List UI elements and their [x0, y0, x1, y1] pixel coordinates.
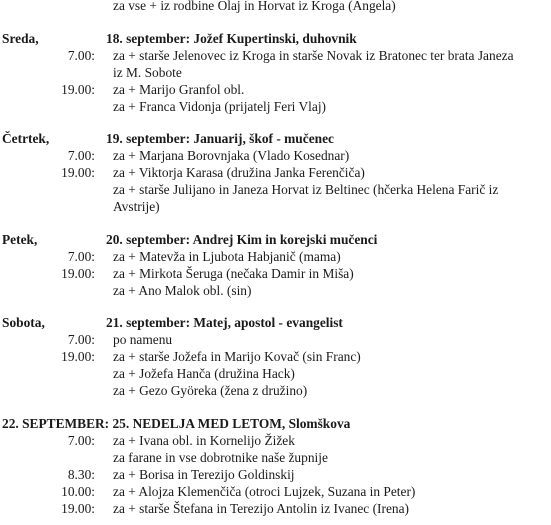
mass-intention-row	[0, 164, 551, 181]
mass-time: 19.00:	[61, 500, 95, 516]
mass-intention-row	[0, 282, 551, 299]
mass-intention: za vse + iz rodbine Olaj in Horvat iz Kroga (Angela)	[113, 0, 396, 13]
mass-time: 7.00:	[67, 332, 95, 347]
mass-intention-row	[0, 483, 551, 500]
mass-intention: za + starše Jelenovec iz Kroga in starše Novak iz Bratonec ter brata Janeza	[113, 47, 514, 63]
day-name: Petek,	[2, 231, 38, 247]
feast-heading: 20. september: Andrej Kim in korejski mučenci	[106, 231, 378, 247]
mass-intention: za + starše Julijano in Janeza Horvat iz Beltinec (hčerka Helena Farič iz	[113, 182, 499, 197]
day-name: Četrtek,	[2, 131, 50, 146]
mass-intention-row	[0, 47, 551, 64]
mass-intention: za + Jožefa Hanča (družina Hack)	[113, 366, 295, 381]
mass-intention: za + Viktorja Karasa (družina Janka Ferenčiča)	[113, 165, 365, 180]
day-heading-row	[0, 314, 551, 331]
mass-intention-row	[0, 198, 551, 215]
mass-intention-row	[0, 365, 551, 382]
day-name: Sreda,	[2, 30, 39, 46]
feast-heading: 18. september: Jožef Kupertinski, duhovnik	[106, 30, 357, 46]
mass-intention-row	[0, 98, 551, 115]
mass-intention: za + Gezo Györeka (žena z družino)	[113, 383, 308, 398]
day-name: Sobota,	[2, 315, 45, 330]
mass-intention: za + Matevža in Ljubota Habjanič (mama)	[113, 248, 341, 264]
mass-intention-row	[0, 331, 551, 348]
mass-intention: za + Marjana Borovnjaka (Vlado Kosednar)	[113, 148, 350, 163]
mass-intention-row	[0, 64, 551, 81]
mass-intention-row	[0, 449, 551, 466]
feast-heading: 19. september: Januarij, škof - mučenec	[106, 131, 334, 146]
mass-intention-row	[0, 432, 551, 449]
mass-time: 19.00:	[61, 165, 95, 180]
mass-intention-row	[0, 382, 551, 399]
mass-intention-row	[0, 348, 551, 365]
mass-intention: za + Mirkota Šeruga (nečaka Damir in Miša)	[113, 265, 354, 281]
mass-intention: po namenu	[113, 332, 173, 347]
mass-intention-row	[0, 248, 551, 265]
mass-intention-row	[0, 147, 551, 164]
mass-intention: za + Alojza Klemenčiča (otroci Lujzek, Suzana in Peter)	[113, 483, 416, 499]
mass-intention: za + Marijo Granfol obl.	[113, 81, 245, 97]
mass-time: 10.00:	[61, 483, 95, 499]
mass-intention: Avstrije)	[113, 199, 160, 214]
sunday-heading-row	[0, 415, 551, 432]
mass-intention-row	[0, 181, 551, 198]
sunday-heading: 22. SEPTEMBER: 25. NEDELJA MED LETOM, Slomškova	[2, 415, 351, 431]
mass-time: 19.00:	[61, 265, 95, 281]
mass-time: 7.00:	[67, 47, 95, 63]
mass-time: 8.30:	[67, 466, 95, 482]
day-heading-row	[0, 130, 551, 147]
mass-intention-row	[0, 265, 551, 282]
mass-intention: za + Ano Malok obl. (sin)	[113, 282, 252, 298]
mass-time: 7.00:	[67, 248, 95, 264]
mass-intention-row	[0, 466, 551, 483]
mass-intention-row	[0, 500, 551, 517]
mass-time: 7.00:	[67, 148, 95, 163]
day-heading-row	[0, 231, 551, 248]
mass-intention: za + starše Jožefa in Marijo Kovač (sin Franc)	[113, 349, 361, 364]
day-heading-row	[0, 30, 551, 47]
mass-intention: za + starše Štefana in Terezijo Antolin iz Ivanec (Irena)	[113, 500, 409, 516]
mass-intention: za farane in vse dobrotnike naše župnije	[113, 449, 328, 465]
mass-time: 19.00:	[61, 81, 95, 97]
mass-time: 7.00:	[67, 432, 95, 448]
mass-intention: za + Borisa in Terezijo Goldinskij	[113, 466, 295, 482]
mass-intention-row	[0, 81, 551, 98]
mass-time: 19.00:	[61, 349, 95, 364]
mass-intention: iz M. Sobote	[113, 64, 182, 80]
feast-heading: 21. september: Matej, apostol - evangelist	[106, 315, 343, 330]
mass-intention: za + Franca Vidonja (prijatelj Feri Vlaj)	[113, 98, 326, 114]
mass-intention-row	[0, 0, 551, 14]
mass-intention: za + Ivana obl. in Kornelijo Žižek	[113, 432, 295, 448]
